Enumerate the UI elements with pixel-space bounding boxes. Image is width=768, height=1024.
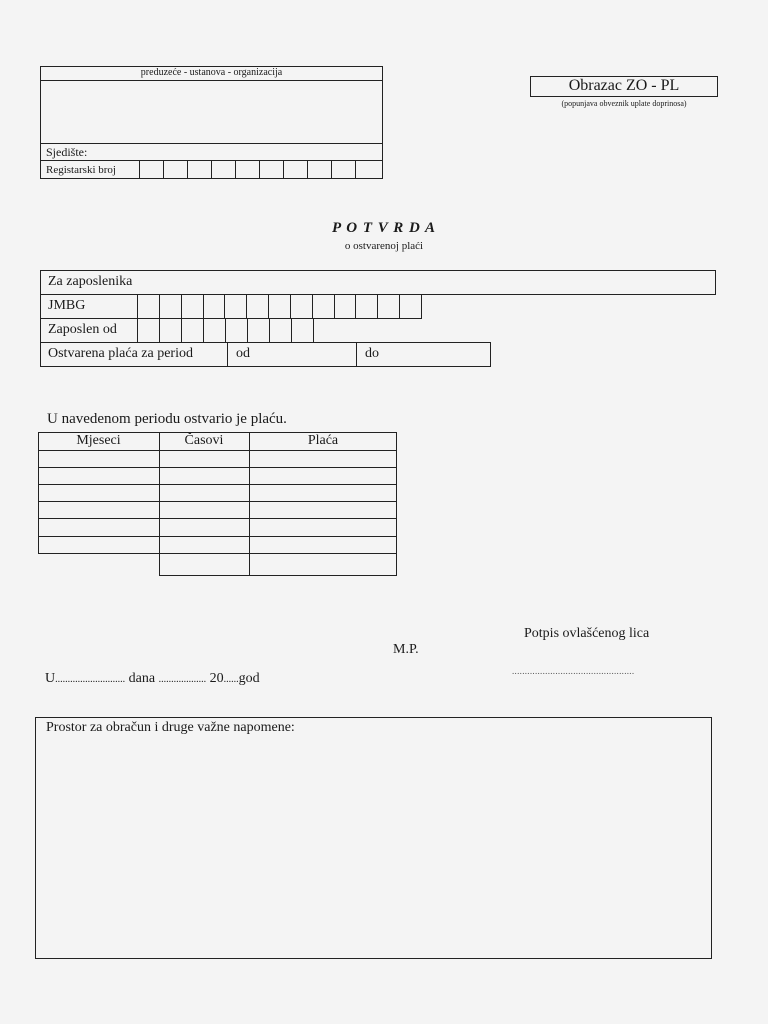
seat-label: Sjedište: — [46, 145, 88, 159]
employee-label: Za zaposlenika — [48, 274, 133, 289]
form-id-box — [530, 76, 718, 97]
notes-box[interactable] — [35, 717, 712, 959]
period-from-label: od — [236, 346, 250, 361]
signature-line[interactable]: ................................................ — [512, 666, 635, 676]
organization-name-field[interactable] — [41, 81, 382, 143]
period-label: Ostvarena plaća za period — [48, 346, 193, 361]
date-label: dana — [128, 671, 156, 686]
period-row — [40, 342, 491, 367]
column-header-salary: Plaća — [307, 433, 339, 448]
column-header-months: Mjeseci — [76, 433, 121, 448]
salary-entry-area[interactable] — [39, 451, 396, 553]
seat-field[interactable] — [101, 144, 382, 160]
column-header-hours: Časovi — [184, 433, 224, 448]
jmbg-label: JMBG — [48, 298, 86, 313]
year-suffix: god — [238, 671, 260, 686]
period-to-label: do — [365, 346, 379, 361]
employed-from-cells[interactable] — [137, 319, 313, 342]
salary-table — [38, 432, 397, 577]
organization-caption: preduzeće - ustanova - organizacija — [140, 67, 283, 78]
place-prefix: U — [45, 671, 56, 686]
period-to-field[interactable] — [357, 343, 490, 366]
year-prefix: 20 — [209, 671, 224, 686]
place-date-line — [45, 671, 260, 687]
form-id-subtitle: (popunjava obveznik uplate doprinosa) — [561, 99, 687, 108]
registration-label: Registarski broj — [46, 164, 116, 176]
document-subtitle: o ostvarenoj plaći — [344, 240, 424, 252]
registration-number-cells[interactable] — [139, 160, 382, 178]
salary-total-area[interactable] — [160, 554, 396, 575]
year-field[interactable]: ...... — [223, 674, 239, 685]
salary-intro: U navedenom periodu ostvario je plaću. — [47, 411, 287, 427]
document-title: P O T V R D A — [331, 220, 437, 236]
organization-box — [40, 66, 383, 179]
jmbg-row — [40, 294, 422, 319]
stamp-label: M.P. — [393, 642, 419, 657]
notes-label: Prostor za obračun i druge važne napomene: — [46, 720, 295, 735]
employed-from-row — [40, 318, 314, 343]
employed-from-label: Zaposlen od — [48, 322, 117, 337]
jmbg-cells[interactable] — [137, 295, 421, 318]
date-field[interactable]: ................... — [158, 674, 207, 685]
form-id-title: Obrazac ZO - PL — [568, 77, 680, 94]
employee-row[interactable] — [40, 270, 716, 295]
place-field[interactable]: ............................ — [55, 674, 126, 685]
period-from-field[interactable] — [228, 343, 356, 366]
signature-label: Potpis ovlašćenog lica — [524, 626, 650, 641]
